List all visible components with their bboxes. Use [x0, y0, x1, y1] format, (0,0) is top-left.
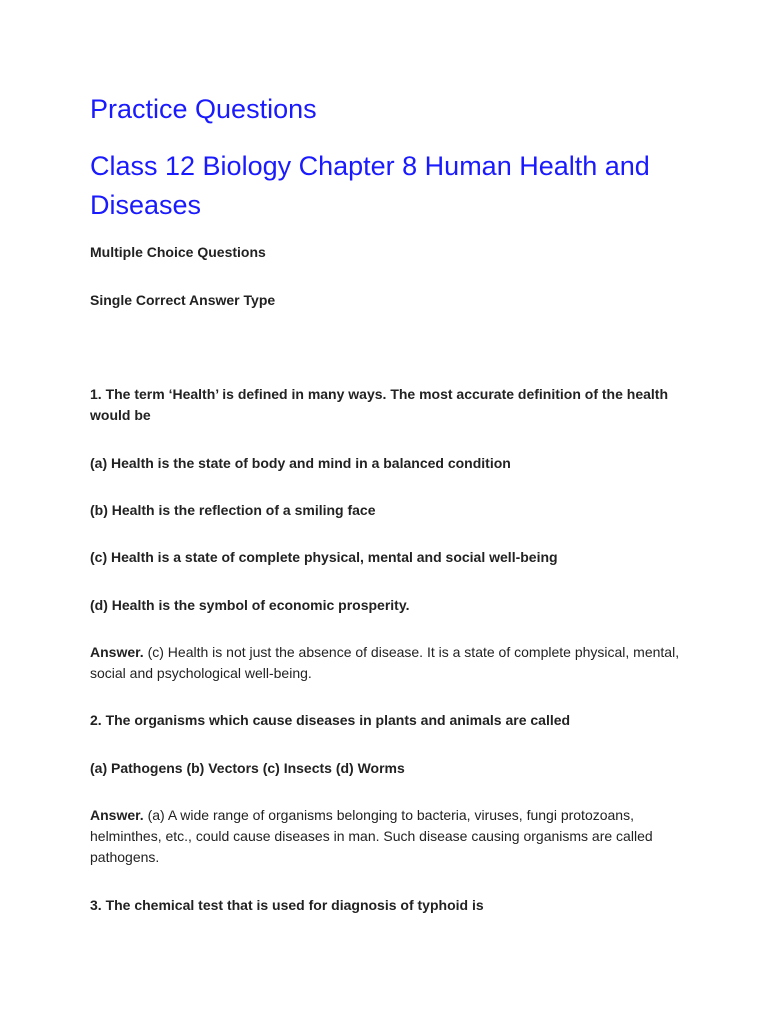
- question-1-option-c: (c) Health is a state of complete physical, mental and social well-being: [90, 549, 558, 565]
- question-1: 1. The term ‘Health’ is defined in many ways. The most accurate definition of the health would be: [90, 386, 669, 423]
- question-1-answer: [90, 642, 680, 684]
- section-sublabel: Single Correct Answer Type: [90, 292, 276, 308]
- question-1-option-a: (a) Health is the state of body and mind in a balanced condition: [90, 455, 511, 471]
- question-2-options: (a) Pathogens (b) Vectors (c) Insects (d) Worms: [90, 760, 405, 776]
- question-1-option-d: (d) Health is the symbol of economic prosperity.: [90, 597, 410, 613]
- answer-text: (a) A wide range of organisms belonging to bacteria, viruses, fungi protozoans, helminthes, etc., could cause diseases in man. Such disease causing organisms are called pathogens.: [90, 807, 653, 865]
- chapter-title: Class 12 Biology Chapter 8 Human Health and Diseases: [90, 151, 650, 220]
- question-2-answer: [90, 805, 680, 868]
- question-3: 3. The chemical test that is used for diagnosis of typhoid is: [90, 897, 484, 913]
- page-title: Practice Questions: [90, 94, 317, 124]
- answer-label: Answer.: [90, 807, 144, 823]
- question-1-option-b: (b) Health is the reflection of a smiling face: [90, 502, 376, 518]
- answer-text: (c) Health is not just the absence of disease. It is a state of complete physical, mental, social and psychological well-being.: [90, 644, 680, 681]
- answer-label: Answer.: [90, 644, 144, 660]
- question-2: 2. The organisms which cause diseases in plants and animals are called: [90, 712, 571, 728]
- section-label: Multiple Choice Questions: [90, 244, 266, 260]
